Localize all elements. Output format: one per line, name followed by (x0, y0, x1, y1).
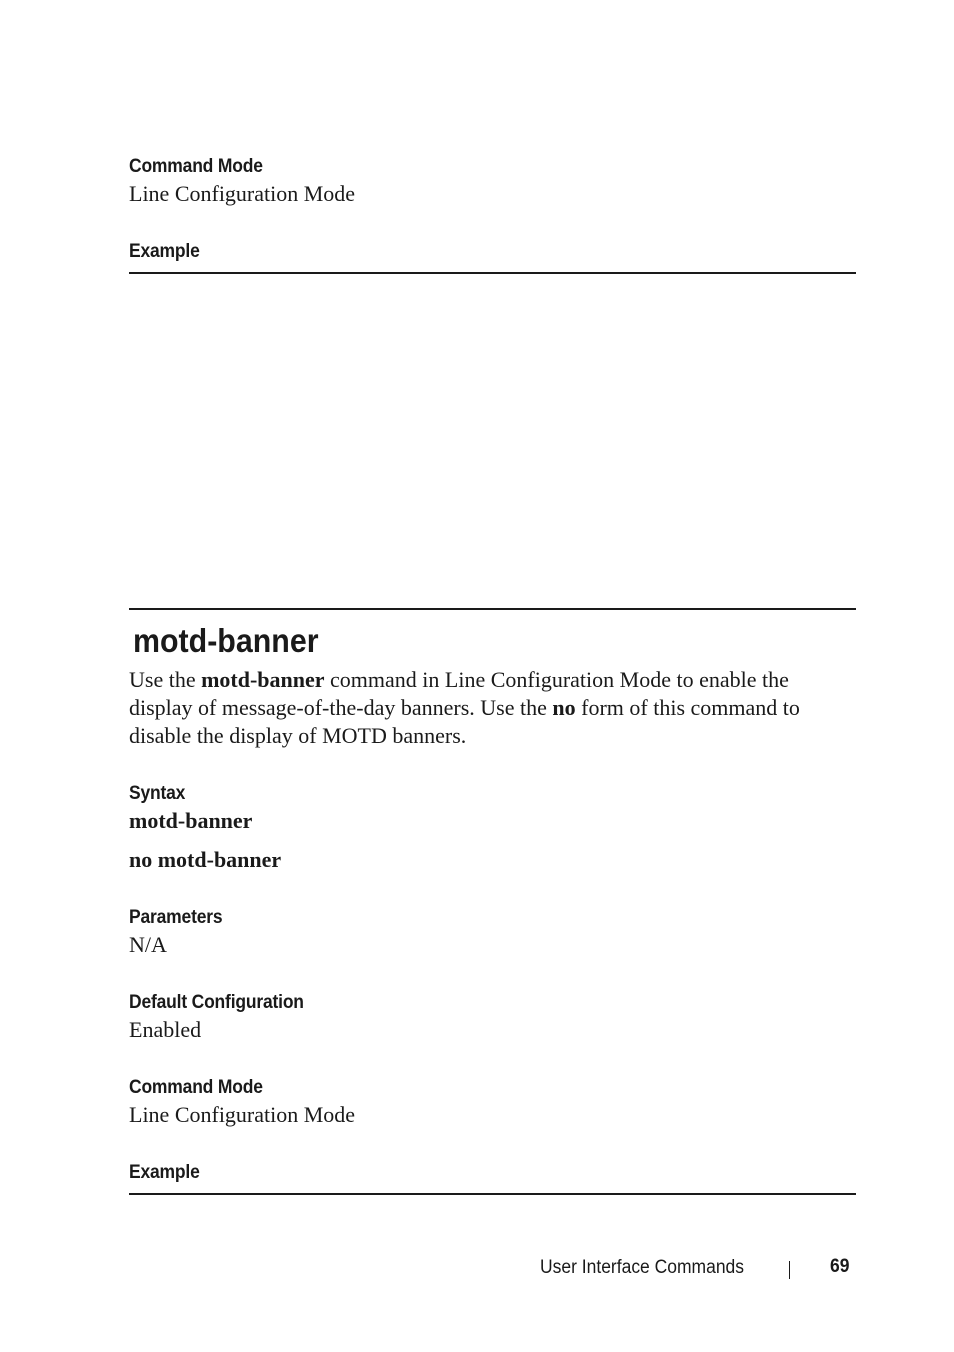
command-mode-value: Line Configuration Mode (129, 1102, 356, 1127)
description-line-3: disable the display of MOTD banners. (129, 723, 467, 748)
description (129, 666, 800, 750)
section-top-rule (129, 608, 856, 610)
parameters-heading: Parameters (129, 907, 223, 928)
page-number: 69 (830, 1256, 850, 1277)
default-configuration-value: Enabled (129, 1017, 202, 1042)
command-mode-heading: Command Mode (129, 1077, 263, 1098)
desc-keyword: no (552, 695, 576, 720)
desc-command: motd-banner (201, 667, 325, 692)
desc-text: Use the (129, 667, 202, 692)
example-heading: Example (129, 1162, 200, 1183)
desc-text: display of message-of-the-day banners. Use the (129, 695, 553, 720)
syntax-line-2: no motd-banner (129, 847, 282, 872)
page-title: motd-banner (133, 622, 319, 659)
footer-section-name: User Interface Commands (540, 1257, 745, 1278)
syntax-heading: Syntax (129, 783, 186, 804)
parameters-value: N/A (129, 932, 167, 957)
example-rule (129, 1193, 856, 1195)
syntax-line-1: motd-banner (129, 808, 253, 833)
description-line-1 (129, 666, 800, 694)
command-mode-heading: Command Mode (129, 156, 263, 177)
desc-text: form of this command to (575, 695, 800, 720)
example-rule (129, 272, 856, 274)
footer-separator (789, 1261, 790, 1279)
example-heading: Example (129, 241, 200, 262)
description-line-2 (129, 694, 800, 722)
default-configuration-heading: Default Configuration (129, 992, 304, 1013)
desc-text: command in Line Configuration Mode to enable the (324, 667, 789, 692)
command-mode-value: Line Configuration Mode (129, 181, 356, 206)
